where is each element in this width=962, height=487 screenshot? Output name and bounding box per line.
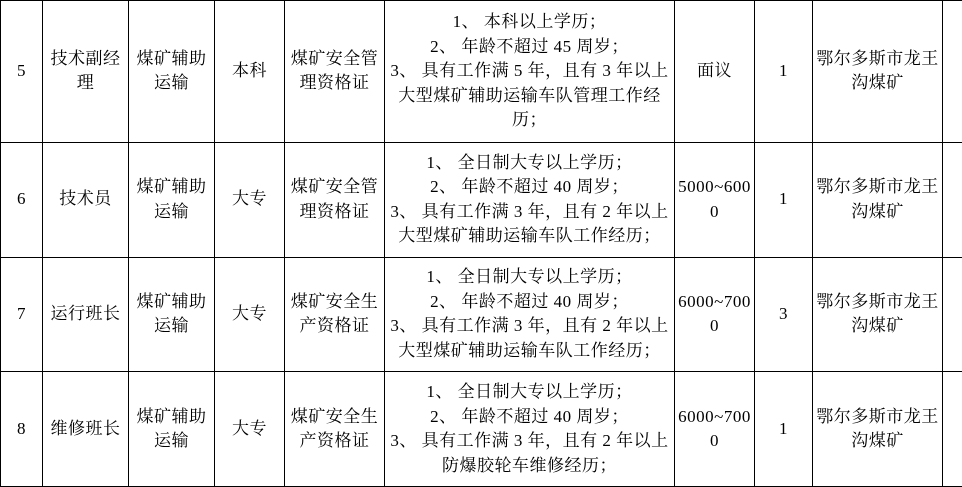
cell-requirements [385, 1, 675, 143]
cell-requirements [385, 257, 675, 372]
cell-position: 维修班长 [43, 372, 129, 487]
cell-certificate: 煤矿安全管理资格证 [285, 142, 385, 257]
cell-extra [943, 257, 962, 372]
cell-headcount: 3 [755, 257, 813, 372]
cell-extra [943, 372, 962, 487]
cell-requirements [385, 142, 675, 257]
requirement-line: 3、 具有工作满 3 年，且有 2 年以上大型煤矿辅助运输车队工作经历； [390, 316, 669, 361]
cell-department: 煤矿辅助运输 [129, 257, 215, 372]
cell-requirements [385, 372, 675, 487]
cell-position: 技术员 [43, 142, 129, 257]
requirement-line: 3、 具有工作满 3 年，且有 2 年以上防爆胶轮车维修经历； [390, 431, 669, 475]
cell-work-location: 鄂尔多斯市龙王沟煤矿 [813, 257, 943, 372]
cell-certificate: 煤矿安全生产资格证 [285, 372, 385, 487]
cell-department: 煤矿辅助运输 [129, 372, 215, 487]
cell-department: 煤矿辅助运输 [129, 142, 215, 257]
cell-serial-number: 8 [1, 372, 43, 487]
cell-work-location: 鄂尔多斯市龙王沟煤矿 [813, 372, 943, 487]
cell-education: 大专 [215, 257, 285, 372]
cell-department: 煤矿辅助运输 [129, 1, 215, 143]
cell-work-location: 鄂尔多斯市龙王沟煤矿 [813, 142, 943, 257]
cell-serial-number: 6 [1, 142, 43, 257]
cell-salary: 5000~6000 [675, 142, 755, 257]
requirement-line: 1、 全日制大专以上学历； [426, 267, 633, 287]
cell-position: 运行班长 [43, 257, 129, 372]
requirement-line: 1、 全日制大专以上学历； [426, 152, 633, 172]
cell-work-location: 鄂尔多斯市龙王沟煤矿 [813, 1, 943, 143]
table-row [1, 142, 962, 257]
requirement-line: 2、 年龄不超过 40 周岁； [430, 177, 629, 197]
cell-serial-number: 5 [1, 1, 43, 143]
requirement-line: 3、 具有工作满 5 年，且有 3 年以上大型煤矿辅助运输车队管理工作经历； [390, 61, 669, 130]
requirement-line: 2、 年龄不超过 45 周岁； [430, 36, 629, 56]
cell-salary: 面议 [675, 1, 755, 143]
table-row [1, 257, 962, 372]
cell-certificate: 煤矿安全管理资格证 [285, 1, 385, 143]
cell-serial-number: 7 [1, 257, 43, 372]
cell-headcount: 1 [755, 372, 813, 487]
requirement-line: 1、 本科以上学历； [452, 11, 607, 31]
cell-education: 大专 [215, 372, 285, 487]
cell-headcount: 1 [755, 142, 813, 257]
requirement-line: 3、 具有工作满 3 年，且有 2 年以上大型煤矿辅助运输车队工作经历； [390, 201, 669, 246]
cell-certificate: 煤矿安全生产资格证 [285, 257, 385, 372]
cell-headcount: 1 [755, 1, 813, 143]
cell-salary: 6000~7000 [675, 257, 755, 372]
requirement-line: 2、 年龄不超过 40 周岁； [430, 291, 629, 311]
table-row [1, 1, 962, 143]
cell-position: 技术副经理 [43, 1, 129, 143]
requirement-line: 1、 全日制大专以上学历； [426, 381, 633, 401]
cell-education: 大专 [215, 142, 285, 257]
cell-salary: 6000~7000 [675, 372, 755, 487]
cell-education: 本科 [215, 1, 285, 143]
requirement-line: 2、 年龄不超过 40 周岁； [430, 406, 629, 426]
cell-extra [943, 142, 962, 257]
table-row [1, 372, 962, 487]
cell-extra [943, 1, 962, 143]
